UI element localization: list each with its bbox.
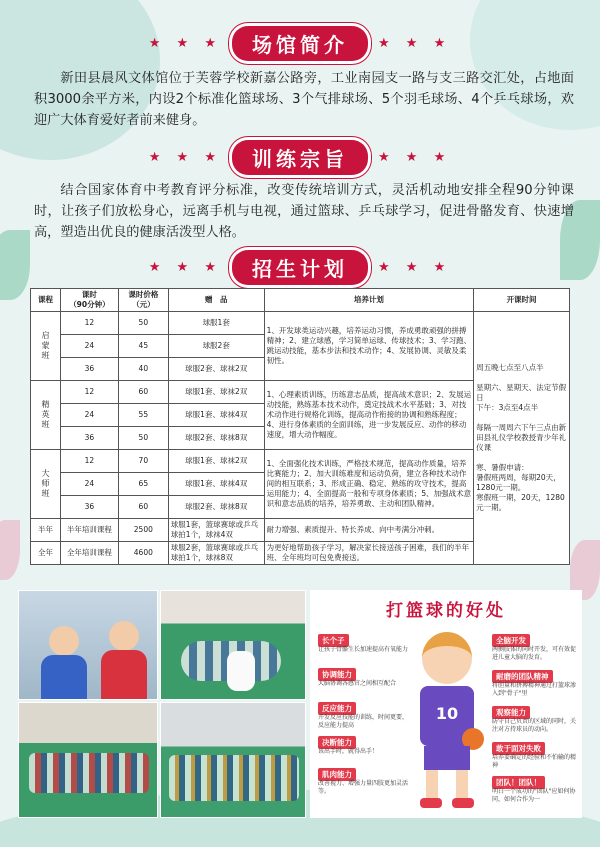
course-name: 半年 — [31, 519, 61, 542]
course-gift: 球服2套 — [168, 335, 264, 358]
course-price: 2500 — [118, 519, 168, 542]
benefit-text: 将胆量和拼搏精神通过打篮球渗入到"骨子"里 — [492, 682, 577, 697]
benefit-label: 团队！团队！ — [492, 776, 545, 789]
course-gift: 球服1套 — [168, 312, 264, 335]
photo-gym-stretching — [160, 590, 306, 700]
photo-class-court — [18, 702, 158, 818]
course-name: 启 蒙 班 — [31, 312, 61, 381]
benefit-text: 培养要确定的经验和不怕输的精神 — [492, 754, 577, 769]
aim-title: 训练宗旨 — [232, 140, 368, 175]
jersey-number: 10 — [420, 686, 474, 746]
benefit-text: 让孩子骨骼生长加速提高有氧能力 — [318, 646, 409, 653]
course-hours: 36 — [60, 427, 118, 450]
course-hours: 半年培训课程 — [60, 519, 118, 542]
benefit-label: 全脑开发 — [492, 634, 530, 647]
leaf-decoration — [0, 520, 20, 580]
benefits-panel — [310, 590, 582, 818]
stars-right: ★ ★ ★ — [378, 259, 452, 275]
benefit-label: 耐磨的团队精神 — [492, 670, 553, 683]
course-plan: 1、开发球类运动兴趣，培养运动习惯，养成勇敢顽强的拼搏精神；2、建立球感，学习简单运球、传球技术；3、学习跑、跳运动技能，基本步法和技术动作；4、发展协调、灵敏及柔韧性。 — [264, 312, 474, 381]
intro-title: 场馆简介 — [232, 26, 368, 61]
table-header: 赠 品 — [168, 289, 264, 312]
table-header: 课时 （90分钟） — [60, 289, 118, 312]
course-hours: 12 — [60, 381, 118, 404]
course-gift: 球服1套、球袜2双 — [168, 381, 264, 404]
benefit-text: 开发反应技能的训练，时间更要，反应能力提高 — [318, 714, 409, 729]
course-hours: 24 — [60, 404, 118, 427]
course-gift: 球服2套，篮球赛球或乒乓球拍1个，球袜8双 — [168, 542, 264, 565]
course-plan: 1、全面强化技术训练，严格技术规范，提高动作质量，培养比赛能力；2、加大训练难度和运动负荷，建立各种技术动作间的相互联系；3、形成正确、稳定、熟练的攻守技术，提高运用能力；4、全面提高一般和专项身体素质；5、加强战术意识和意志品质的培养，培养勇敢、主动和团队精神。 — [264, 450, 474, 519]
course-gift: 球服2套、球袜8双 — [168, 427, 264, 450]
course-hours: 36 — [60, 496, 118, 519]
benefit-text: 改善视力、增强力量四肢更加灵活等。 — [318, 780, 409, 795]
course-price: 50 — [118, 312, 168, 335]
course-hours: 24 — [60, 473, 118, 496]
benefit-text: 该出手时，就得出手！ — [318, 748, 379, 755]
benefit-label: 协调能力 — [318, 668, 356, 681]
plan-header — [0, 250, 600, 284]
table-header-row — [31, 289, 570, 312]
benefit-label: 肌肉能力 — [318, 768, 356, 781]
course-hours: 12 — [60, 450, 118, 473]
course-gift: 球服2套、球袜2双 — [168, 358, 264, 381]
plan-title: 招生计划 — [232, 250, 368, 285]
benefit-text: 防守自己负责的区域的同时，关注对方持球员的动向。 — [492, 718, 577, 733]
photo-basketball-drill — [160, 702, 306, 818]
aim-text: 结合国家体育中考教育评分标准，改变传统培训方式，灵活机动地安排全程90分钟课时，让孩子们放松身心，远离手机与电视，通过篮球、乒乓球学习，促进骨骼发育、快速增高，塑造出优良的健康活泼型人格。 — [34, 183, 574, 240]
table-header: 课时价格 （元） — [118, 289, 168, 312]
table-header: 培养计划 — [264, 289, 474, 312]
schedule-text: 周五晚七点至八点半 星期六、星期天、法定节假日 下午：3点至4点半 每隔一周周六下午三点由新田县礼仪学校教授青少年礼仪课 寒、暑假申请： 暑假班两周，每期20天，1280元一期。 寒假班一期，20天，1280元一期。 — [474, 312, 570, 565]
table-row — [31, 312, 570, 335]
course-price: 60 — [118, 381, 168, 404]
intro-header — [0, 26, 600, 60]
stars-left: ★ ★ ★ — [148, 35, 222, 51]
course-price: 65 — [118, 473, 168, 496]
course-price: 60 — [118, 496, 168, 519]
course-price: 50 — [118, 427, 168, 450]
benefit-label: 反应能力 — [318, 702, 356, 715]
course-price: 45 — [118, 335, 168, 358]
training-photo-collage — [18, 590, 306, 818]
stars-right: ★ ★ ★ — [378, 149, 452, 165]
intro-text: 新田县晨风文体馆位于芙蓉学校新嘉公路旁，工业南园支一路与支三路交汇处，占地面积3000余平方米，内设2个标准化篮球场、3个气排球场、5个羽毛球场、4个乒乓球场，欢迎广大体育爱好者前来健身。 — [34, 71, 574, 128]
course-gift: 球服1套、球袜4双 — [168, 404, 264, 427]
basketball-player-illustration — [406, 632, 486, 812]
course-name: 全年 — [31, 542, 61, 565]
course-price: 55 — [118, 404, 168, 427]
course-gift: 球服1套、球袜4双 — [168, 473, 264, 496]
enrollment-table — [30, 288, 570, 565]
photo-kids-with-water — [18, 590, 158, 700]
course-gift: 球服1套，篮球赛球或乒乓球拍1个，球袜4双 — [168, 519, 264, 542]
benefit-text: 明白一个成功的"团队"应如何协同，如何合作为一 — [492, 788, 576, 803]
course-plan: 为更好地帮助孩子学习，解决家长接送孩子困难，我们的半年班、全年班均可包免费接送。 — [264, 542, 474, 565]
course-price: 70 — [118, 450, 168, 473]
course-hours: 36 — [60, 358, 118, 381]
stars-left: ★ ★ ★ — [148, 259, 222, 275]
course-plan: 耐力增强、素质提升、特长养成、向中考满分冲刺。 — [264, 519, 474, 542]
course-price: 40 — [118, 358, 168, 381]
course-name: 大 师 班 — [31, 450, 61, 519]
course-gift: 球服2套、球袜8双 — [168, 496, 264, 519]
table-header: 开课时间 — [474, 289, 570, 312]
course-price: 4600 — [118, 542, 168, 565]
stars-right: ★ ★ ★ — [378, 35, 452, 51]
course-hours: 12 — [60, 312, 118, 335]
course-name: 精 英 班 — [31, 381, 61, 450]
aim-header — [0, 140, 600, 174]
table-header: 课程 — [31, 289, 61, 312]
benefit-label: 观察能力 — [492, 706, 530, 719]
course-hours: 全年培训课程 — [60, 542, 118, 565]
benefit-label: 决断能力 — [318, 736, 356, 749]
course-plan: 1、心理素质训练，历练意志品质，提高战术意识；2、发展运动技能，熟练基本技术动作，奠定技战术水平基础；3、对技术动作进行规格化训练，提高动作衔接的协调和熟练程度；4、进行身体素质的全面训练，进一步发展反应、动作的移动速度，增大动作幅度。 — [264, 381, 474, 450]
benefits-title: 打篮球的好处 — [386, 601, 506, 621]
benefit-text: 大脑协调各感官之间相互配合 — [318, 680, 397, 687]
course-gift: 球服1套、球袜2双 — [168, 450, 264, 473]
benefit-text: 两侧肢体的同时开发，可有效促进儿童大脑的发育。 — [492, 646, 577, 661]
benefit-label: 长个子 — [318, 634, 349, 647]
benefit-label: 敢于面对失败 — [492, 742, 545, 755]
course-hours: 24 — [60, 335, 118, 358]
stars-left: ★ ★ ★ — [148, 149, 222, 165]
